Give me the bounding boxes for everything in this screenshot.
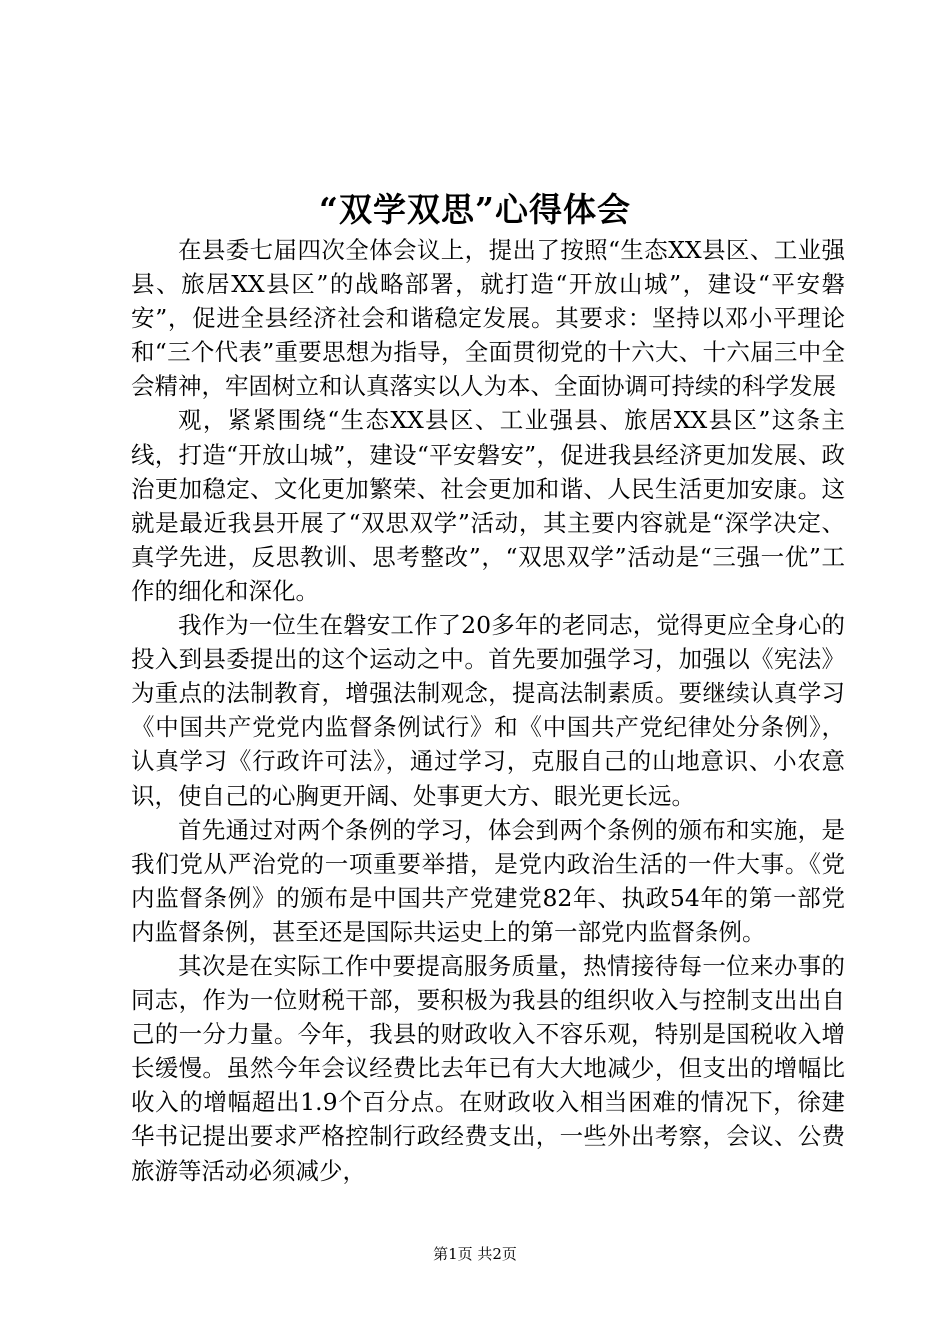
paragraph-1: 在县委七届四次全体会议上，提出了按照“生态XX县区、工业强县、旅居XX县区”的战略部署，就打造“开放山城”，建设“平安磐安”，促进全县经济社会和谐稳定发展。其要求：坚持以邓小平理论和“三个代表”重要思想为指导，全面贯彻党的十六大、十六届三中全会精神，牢固树立和认真落实以人为本、全面协调可持续的科学发展: [131, 236, 845, 401]
paragraph-3: 我作为一位生在磐安工作了20多年的老同志，觉得更应全身心的投入到县委提出的这个运动之中。首先要加强学习，加强以《宪法》为重点的法制教育，增强法制观念，提高法制素质。要继续认真学习《中国共产党党内监督条例试行》和《中国共产党纪律处分条例》，认真学习《行政许可法》，通过学习，克服自己的山地意识、小农意识，使自己的心胸更开阔、处事更大方、眼光更长远。: [131, 611, 845, 810]
paragraph-2: 观，紧紧围绕“生态XX县区、工业强县、旅居XX县区”这条主线，打造“开放山城”，建设“平安磐安”，促进我县经济更加发展、政治更加稳定、文化更加繁荣、社会更加和谐、人民生活更加安康。这就是最近我县开展了“双思双学”活动，其主要内容就是“深学决定、真学先进，反思教训、思考整改”，“双思双学”活动是“三强一优”工作的细化和深化。: [131, 406, 845, 605]
paragraph-5: 其次是在实际工作中要提高服务质量，热情接待每一位来办事的同志，作为一位财税干部，要积极为我县的组织收入与控制支出出自己的一分力量。今年，我县的财政收入不容乐观，特别是国税收入增长缓慢。虽然今年会议经费比去年已有大大地减少，但支出的增幅比收入的增幅超出1.9个百分点。在财政收入相当困难的情况下，徐建华书记提出要求严格控制行政经费支出，一些外出考察，会议、公费旅游等活动必须减少，: [131, 951, 845, 1185]
document-title: “双学双思”心得体会: [319, 190, 631, 229]
document-body: [131, 233, 845, 1188]
page-number-footer: 第1页 共2页: [433, 1245, 517, 1263]
paragraph-4: 首先通过对两个条例的学习，体会到两个条例的颁布和实施，是我们党从严治党的一项重要举措，是党内政治生活的一件大事。《党内监督条例》的颁布是中国共产党建党82年、执政54年的第一部党内监督条例，甚至还是国际共运史上的第一部党内监督条例。: [131, 815, 845, 946]
